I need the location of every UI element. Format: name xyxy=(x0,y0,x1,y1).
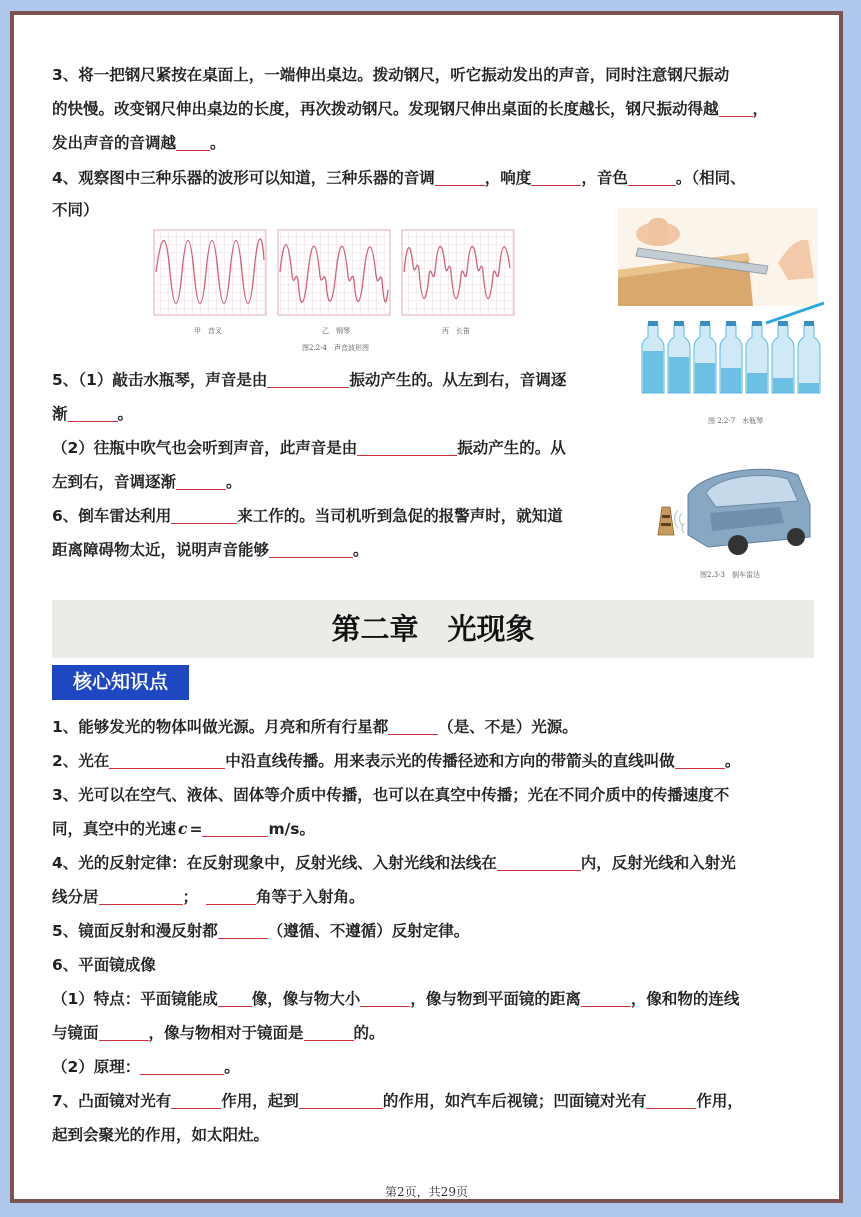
q3-line-2 xyxy=(52,99,817,119)
waveform-label-jia: 甲 xyxy=(194,327,201,335)
waveform-label-bing: 丙 xyxy=(442,327,449,335)
k2-text: 中沿直线传播。用来表示光的传播径迹和方向的带箭头的直线叫做 xyxy=(225,752,675,770)
k6-text: 像，像与物大小 xyxy=(251,990,361,1008)
k1-line xyxy=(52,717,817,737)
waveform-label-yi: 乙 xyxy=(322,327,329,335)
waveform-caption: 图2.2-4 声音波形图 xyxy=(302,344,369,352)
q5-text: （2）往瓶中吹气也会听到声音，此声音是由 xyxy=(52,439,358,457)
k1-text: 1、能够发光的物体叫做光源。月亮和所有行星都 xyxy=(52,718,389,736)
k3-text: m/s。 xyxy=(268,820,316,838)
answer-blank[interactable] xyxy=(357,439,457,456)
document-page xyxy=(14,15,839,1199)
k6-text: 与镜面 xyxy=(52,1024,99,1042)
k6-text: （2）原理： xyxy=(52,1058,141,1076)
q3-line-1: 3、将一把钢尺紧按在桌面上，一端伸出桌边。拨动钢尺，听它振动发出的声音，同时注意钢尺振动 xyxy=(52,66,730,84)
k3-line-1: 3、光可以在空气、液体、固体等介质中传播，也可以在真空中传播；光在不同介质中的传播速度不 xyxy=(52,786,730,804)
section-badge: 核心知识点 xyxy=(52,665,189,700)
q6-line-2 xyxy=(52,540,817,560)
k5-line xyxy=(52,921,817,941)
q3-text: 。 xyxy=(210,134,226,152)
waveform-figure xyxy=(144,220,524,355)
k3-line-2 xyxy=(52,819,817,839)
k6-text: 的。 xyxy=(353,1024,385,1042)
k4-text: 线分居 xyxy=(52,888,99,906)
answer-blank[interactable] xyxy=(646,1092,696,1109)
answer-blank[interactable] xyxy=(99,888,183,905)
q4-text: 。（相同、 xyxy=(675,169,746,187)
answer-blank[interactable] xyxy=(531,169,581,186)
k7-text: 作用， xyxy=(696,1092,743,1110)
waveform-panel-flute xyxy=(402,230,514,315)
k7-line-2: 起到会聚光的作用，如太阳灶。 xyxy=(52,1126,270,1144)
answer-blank[interactable] xyxy=(171,1092,221,1109)
answer-blank[interactable] xyxy=(269,541,353,558)
stick xyxy=(766,303,824,323)
q5-text: 左到右，音调逐渐 xyxy=(52,473,177,491)
q4-text: ，响度 xyxy=(484,169,532,187)
answer-blank[interactable] xyxy=(435,169,485,186)
k4-text: 内，反射光线和入射光 xyxy=(580,854,736,872)
q6-text: 6、倒车雷达利用 xyxy=(52,507,172,525)
waveform-label-tuning-fork: 音叉 xyxy=(208,327,222,335)
q5-line-2 xyxy=(52,404,817,424)
k6-text: ，像与物到平面镜的距离 xyxy=(410,990,581,1008)
waveform-label-flute: 长笛 xyxy=(456,327,470,335)
answer-blank[interactable] xyxy=(99,1024,149,1041)
answer-blank[interactable] xyxy=(109,752,225,769)
k7-text: 的作用，如汽车后视镜；凹面镜对光有 xyxy=(382,1092,647,1110)
k6-line-3 xyxy=(52,1057,817,1077)
k4-line-1 xyxy=(52,853,817,873)
page-frame xyxy=(10,11,843,1203)
q4-text: 4、观察图中三种乐器的波形可以知道，三种乐器的音调 xyxy=(52,169,435,187)
answer-blank[interactable] xyxy=(218,990,252,1007)
q5-line-4 xyxy=(52,472,817,492)
q5-text: 5、（1）敲击水瓶琴，声音是由 xyxy=(52,371,268,389)
q5-text: 。 xyxy=(117,405,134,423)
answer-blank[interactable] xyxy=(176,473,226,490)
k2-line xyxy=(52,751,817,771)
q3-text: ， xyxy=(752,100,769,118)
answer-blank[interactable] xyxy=(206,888,256,905)
waveform-label-piano: 钢琴 xyxy=(336,327,350,335)
k6-line-1 xyxy=(52,989,817,1009)
q6-line-1 xyxy=(52,506,817,526)
k6-text: （1）特点：平面镜能成 xyxy=(52,990,218,1008)
q5-text: 渐 xyxy=(52,405,68,423)
k5-text: 5、镜面反射和漫反射都 xyxy=(52,922,218,940)
k6-text: 。 xyxy=(224,1058,240,1076)
answer-blank[interactable] xyxy=(581,990,631,1007)
answer-blank[interactable] xyxy=(675,752,725,769)
q4-text: ，音色 xyxy=(581,169,628,187)
q6-text: 。 xyxy=(353,541,369,559)
waveform-panel-piano xyxy=(278,230,390,315)
q5-text: 振动产生的。从左到右，音调逐 xyxy=(349,371,567,389)
q3-line-3 xyxy=(52,133,817,153)
answer-blank[interactable] xyxy=(140,1058,224,1075)
answer-blank[interactable] xyxy=(304,1024,354,1041)
page-number: 第2页，共29页 xyxy=(385,1185,468,1199)
k2-text: 2、光在 xyxy=(52,752,110,770)
answer-blank[interactable] xyxy=(171,507,237,524)
speed-of-light-symbol: c xyxy=(178,819,188,838)
k4-text: 4、光的反射定律：在反射现象中，反射光线、入射光线和法线在 xyxy=(52,854,497,872)
answer-blank[interactable] xyxy=(719,100,753,117)
q6-text: 距离障碍物太近，说明声音能够 xyxy=(52,541,270,559)
answer-blank[interactable] xyxy=(299,1092,383,1109)
k6-line-2 xyxy=(52,1023,817,1043)
q5-text: 。 xyxy=(226,473,242,491)
q3-text: 发出声音的音调越 xyxy=(52,134,177,152)
car-caption: 图2.3-3 倒车雷达 xyxy=(700,571,760,579)
answer-blank[interactable] xyxy=(202,820,268,837)
q5-text: 振动产生的。从 xyxy=(457,439,566,457)
answer-blank[interactable] xyxy=(218,922,268,939)
k3-text: = xyxy=(189,820,203,838)
k3-text: 同，真空中的光速 xyxy=(52,820,177,838)
k4-line-2 xyxy=(52,887,817,907)
chapter-title: 第二章 光现象 xyxy=(52,600,814,658)
q3-text: 的快慢。改变钢尺伸出桌边的长度，再次拨动钢尺。发现钢尺伸出桌面的长度越长，钢尺振动得越 xyxy=(52,100,719,118)
bottle-caption: 图 2.2-7 水瓶琴 xyxy=(708,417,764,425)
k6-text: ，像与物相对于镜面是 xyxy=(148,1024,304,1042)
k2-text: 。 xyxy=(724,752,741,770)
answer-blank[interactable] xyxy=(360,990,410,1007)
answer-blank[interactable] xyxy=(176,134,210,151)
k1-text: （是、不是）光源。 xyxy=(438,718,578,736)
k6-text: ，像和物的连线 xyxy=(630,990,740,1008)
k4-text: ； xyxy=(182,888,199,906)
k4-text: 角等于入射角。 xyxy=(256,888,365,906)
q6-text: 来工作的。当司机听到急促的报警声时，就知道 xyxy=(237,507,563,525)
ruler-illustration xyxy=(618,208,818,306)
q4-line-2: 不同） xyxy=(52,201,99,219)
k7-text: 7、凸面镜对光有 xyxy=(52,1092,172,1110)
q5-line-1 xyxy=(52,370,817,390)
q4-line-1 xyxy=(52,168,817,188)
k6-title: 6、平面镜成像 xyxy=(52,956,156,974)
answer-blank[interactable] xyxy=(628,169,676,186)
answer-blank[interactable] xyxy=(68,405,118,422)
answer-blank[interactable] xyxy=(388,718,438,735)
answer-blank[interactable] xyxy=(497,854,581,871)
waveform-panel-tuning-fork xyxy=(154,230,266,315)
k5-text: （遵循、不遵循）反射定律。 xyxy=(267,922,470,940)
k7-text: 作用，起到 xyxy=(221,1092,299,1110)
k7-line-1 xyxy=(52,1091,817,1111)
q5-line-3 xyxy=(52,438,817,458)
answer-blank[interactable] xyxy=(267,371,349,388)
